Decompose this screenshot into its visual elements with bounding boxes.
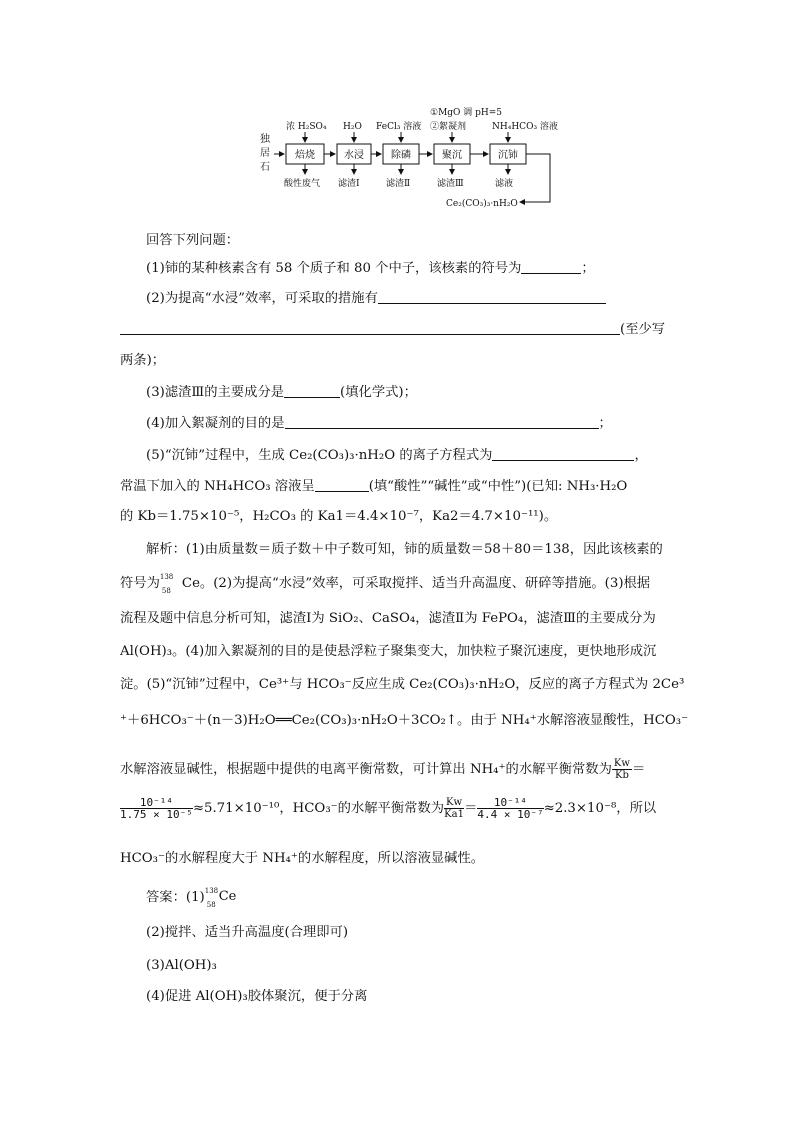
input-flocculant: ②絮凝剂 xyxy=(430,122,467,132)
answer-blank-2a[interactable] xyxy=(378,290,606,304)
flowchart-svg xyxy=(250,98,580,218)
raw-material-1: 独 xyxy=(260,134,270,145)
output-acid-gas: 酸性废气 xyxy=(284,179,321,189)
output-residue-1: 滤渣Ⅰ xyxy=(338,179,360,189)
product-label: Ce₂(CO₃)₃·nH₂O xyxy=(446,199,518,209)
question-1-text: (1)铈的某种核素含有 58 个质子和 80 个中子，该核素的符号为 xyxy=(146,261,522,276)
analysis-line-7-end: ＝ xyxy=(631,762,646,777)
output-filtrate: 滤液 xyxy=(495,179,514,189)
fraction-kw-ka1-den: Ka1 xyxy=(444,809,464,820)
input-mgo: ①MgO 调 pH=5 xyxy=(430,108,503,118)
analysis-line-8-end: ≈2.3×10⁻⁸，所以 xyxy=(543,801,657,816)
fraction-1 xyxy=(120,797,193,820)
output-residue-2: 滤渣Ⅱ xyxy=(386,179,411,189)
answer-atomic: 58 xyxy=(206,901,216,909)
question-5-text2a: 常温下加入的 NH₄HCO₃ 溶液呈 xyxy=(120,479,315,494)
answer-blank-3[interactable] xyxy=(284,384,340,398)
input-h2so4: 浓 H₂SO₄ xyxy=(286,122,327,132)
fraction-kw-kb xyxy=(612,758,632,781)
answer-label: 答案：(1) xyxy=(146,890,205,905)
fraction-1-num: 10⁻¹⁴ xyxy=(120,797,193,809)
question-2-text: (2)为提高“水浸”效率，可采取的措施有 xyxy=(146,291,378,306)
analysis-line-8: $\frac{\text{10⁻¹⁴}}{\text{1.75 × 10⁻⁵}}$ ≈5.71×10⁻¹⁰，HCO₃⁻的水解平衡常数为 $\frac{Kw}{Ka1}$ ＝ $\frac{\text{10⁻¹⁴}}{\text{4.4 × 10⁻⁷}}$ ≈2.3×10⁻⁸，所以 xyxy=(120,796,657,821)
step-coagulate: 聚沉 xyxy=(442,150,462,161)
raw-material-2: 居 xyxy=(260,148,270,159)
fraction-2-num: 10⁻¹⁴ xyxy=(477,797,543,809)
nuclide-symbol xyxy=(159,573,182,595)
step-leach: 水浸 xyxy=(344,150,364,161)
step-dephos: 除磷 xyxy=(391,150,411,161)
answer-4: (4)促进 Al(OH)₃胶体聚沉，便于分离 xyxy=(146,989,368,1004)
question-2-end: (至少写 xyxy=(620,322,666,337)
question-5-line2 xyxy=(120,478,676,496)
question-2 xyxy=(146,290,702,308)
analysis-line-6: ⁺＋6HCO₃⁻＋(n－3)H₂O══Ce₂(CO₃)₃·nH₂O＋3CO₂↑。由于 NH₄⁺水解溶液显酸性，HCO₃⁻ xyxy=(120,713,689,728)
question-5-text: (5)“沉铈”过程中，生成 Ce₂(CO₃)₃·nH₂O 的离子方程式为 xyxy=(146,448,493,463)
nuclide-mass: 138 xyxy=(159,573,174,581)
analysis-line-7 xyxy=(120,758,676,781)
question-3 xyxy=(146,384,702,402)
fraction-kw-ka1-num: Kw xyxy=(446,797,463,808)
answer-3: (3)Al(OH)₃ xyxy=(146,958,217,973)
answer-mass: 138 xyxy=(204,887,219,895)
question-5-line3: 的 Kb＝1.75×10⁻⁵，H₂CO₃ 的 Ka1＝4.4×10⁻⁷，Ka2＝4.7×10⁻¹¹)。 xyxy=(120,509,558,524)
analysis-line-2a: 符号为 xyxy=(120,576,160,591)
heading: 回答下列问题： xyxy=(146,233,240,248)
question-2-line3: 两条)； xyxy=(120,353,166,368)
input-h2o: H₂O xyxy=(343,122,362,132)
answer-2: (2)搅拌、适当升高温度(合理即可) xyxy=(146,925,349,940)
question-4-end: ； xyxy=(598,416,612,431)
question-5-end: ， xyxy=(634,448,648,463)
question-1 xyxy=(146,260,702,278)
fraction-1-den: 1.75 × 10⁻⁵ xyxy=(120,808,193,821)
answer-nuclide xyxy=(204,887,237,909)
answer-1 xyxy=(146,888,702,907)
analysis-line-5: 淀。(5)“沉铈”过程中，Ce³⁺与 HCO₃⁻反应生成 Ce₂(CO₃)₃·nH₂O，反应的离子方程式为 2Ce³ xyxy=(120,677,685,692)
question-4 xyxy=(146,415,702,433)
analysis-line-1: 解析：(1)由质量数＝质子数＋中子数可知，铈的质量数＝58＋80＝138，因此该核素的 xyxy=(146,542,663,557)
nuclide-atomic: 58 xyxy=(161,587,171,595)
answer-blank-2b[interactable] xyxy=(120,321,620,335)
fraction-kw-ka1 xyxy=(444,797,464,820)
analysis-line-4: Al(OH)₃。(4)加入絮凝剂的目的是使悬浮粒子聚集变大，加快粒子聚沉速度，更快地形成沉 xyxy=(120,644,657,659)
analysis-line-3: 流程及题中信息分析可知，滤渣Ⅰ为 SiO₂、CaSO₄，滤渣Ⅱ为 FePO₄，滤渣Ⅲ的主要成分为 xyxy=(120,611,656,626)
fraction-kw-kb-num: Kw xyxy=(613,758,630,769)
output-residue-3: 滤渣Ⅲ xyxy=(437,179,464,189)
analysis-line-7-text: 水解溶液显碱性，根据题中提供的电离平衡常数，可计算出 NH₄⁺的水解平衡常数为 xyxy=(120,762,612,777)
analysis-line-8-mid: ≈5.71×10⁻¹⁰，HCO₃⁻的水解平衡常数为 xyxy=(192,801,445,816)
question-5 xyxy=(146,447,702,465)
question-2-line2 xyxy=(120,321,676,339)
process-flowchart xyxy=(250,98,580,218)
input-nh4hco3: NH₄HCO₃ 溶液 xyxy=(492,122,558,132)
question-3-text: (3)滤渣Ⅲ的主要成分是 xyxy=(146,385,285,400)
analysis-line-9: HCO₃⁻的水解程度大于 NH₄⁺的水解程度，所以溶液显碱性。 xyxy=(120,851,485,866)
question-3-end: (填化学式)； xyxy=(340,385,417,400)
analysis-line-2 xyxy=(120,574,676,593)
fraction-kw-kb-den: Kb xyxy=(614,770,629,781)
answer-blank-5a[interactable] xyxy=(492,447,634,461)
question-5-text2b: (填“酸性”“碱性”或“中性”)(已知: NH₃·H₂O xyxy=(368,479,628,494)
raw-material-3: 石 xyxy=(260,162,270,173)
answer-blank-4[interactable] xyxy=(285,415,599,429)
step-roast: 焙烧 xyxy=(295,150,315,161)
answer-blank-1[interactable] xyxy=(521,260,581,274)
answer-blank-5b[interactable] xyxy=(315,478,369,492)
fraction-2-den: 4.4 × 10⁻⁷ xyxy=(477,808,544,821)
answer-element: Ce xyxy=(218,889,237,904)
fraction-2 xyxy=(477,797,543,820)
question-1-end: ； xyxy=(581,261,595,276)
analysis-line-2b: Ce。(2)为提高“水浸”效率，可采取搅拌、适当升高温度、研碎等措施。(3)根据 xyxy=(181,576,651,591)
input-fecl3: FeCl₃ 溶液 xyxy=(376,122,422,132)
step-precip: 沉铈 xyxy=(498,150,518,161)
question-4-text: (4)加入絮凝剂的目的是 xyxy=(146,416,285,431)
